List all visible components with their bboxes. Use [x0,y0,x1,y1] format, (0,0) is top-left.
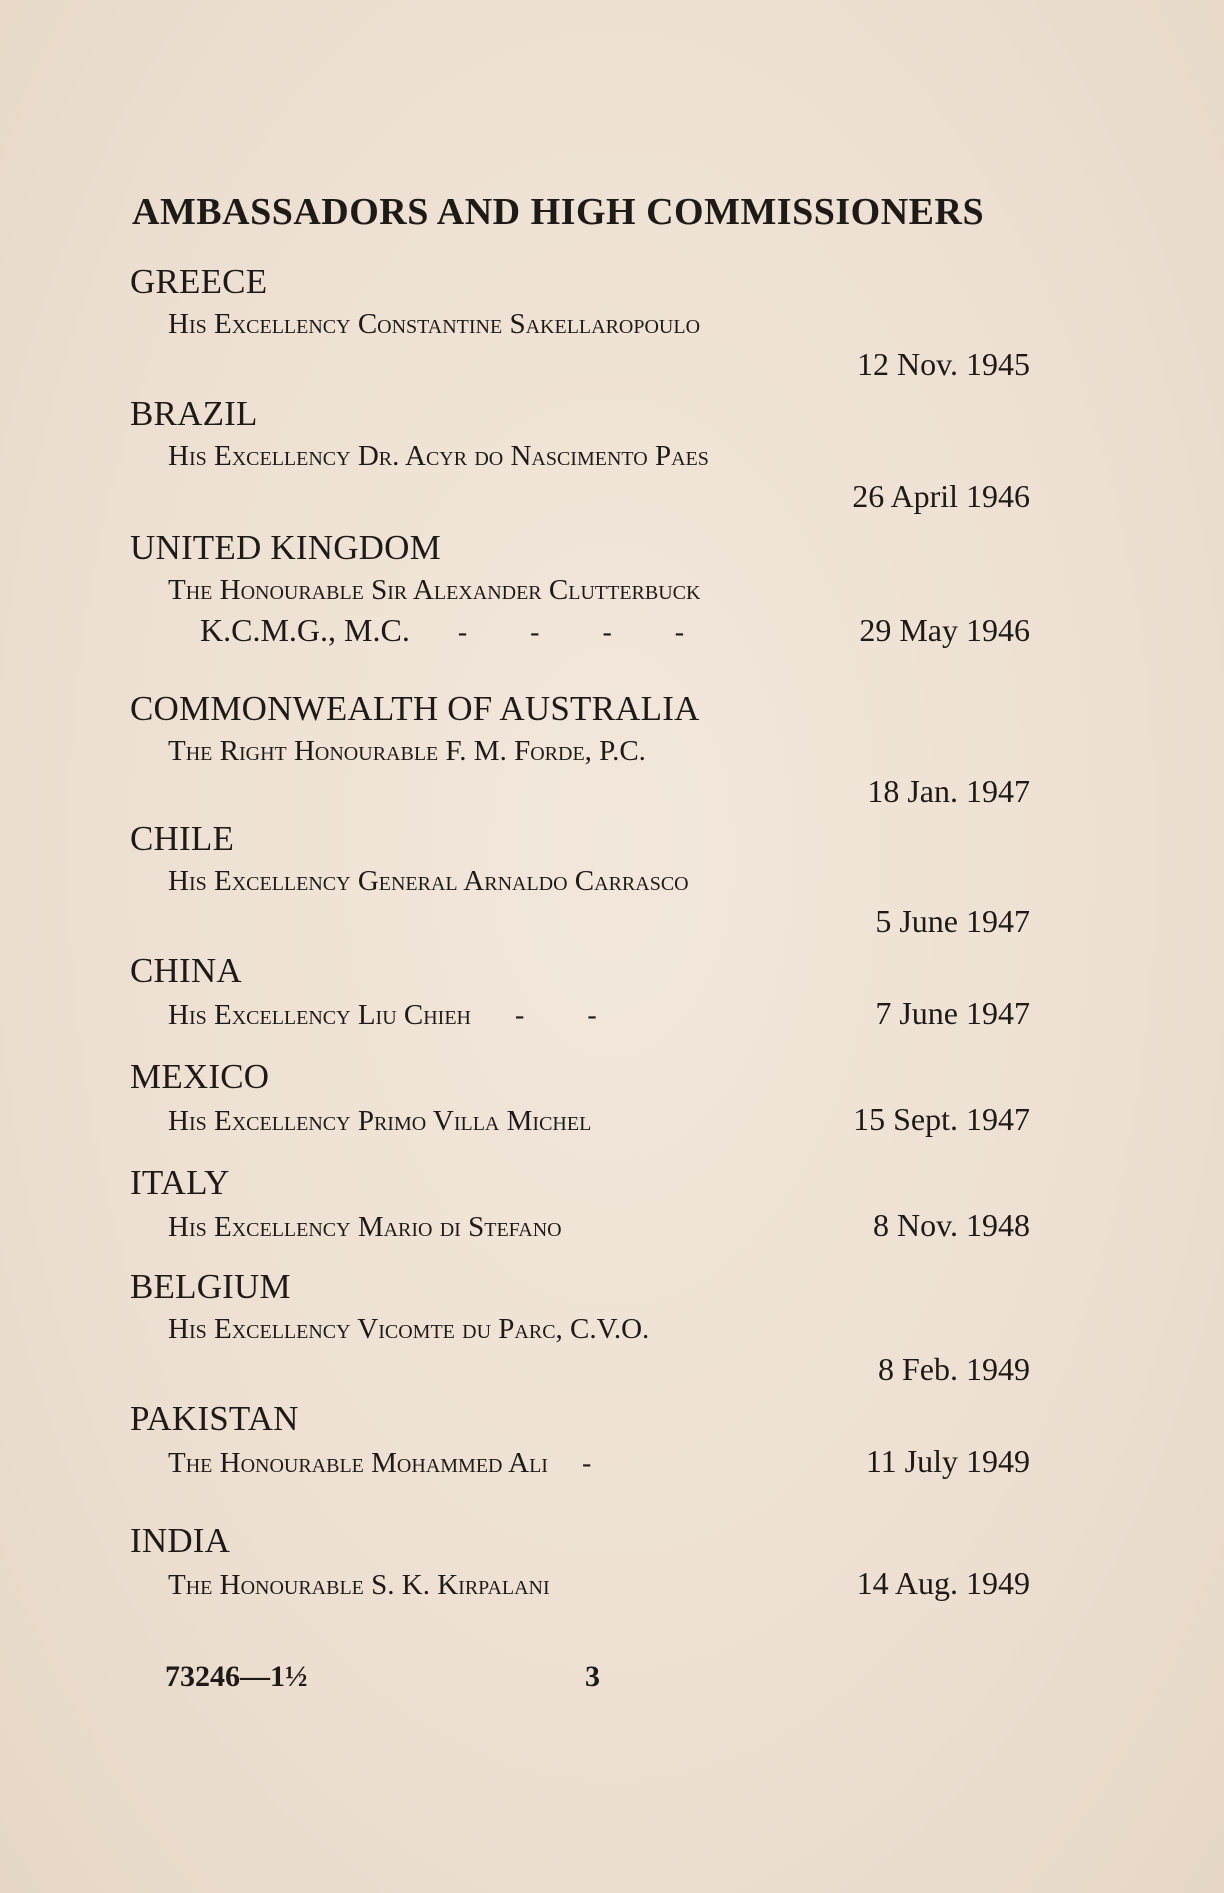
country-name: INDIA [130,1521,231,1560]
holder-line2-row [200,610,1030,653]
appointment-date: 18 Jan. 1947 [867,773,1030,809]
page-title: AMBASSADORS AND HIGH COMMISSIONERS [132,191,985,233]
page-number: 3 [585,1660,600,1693]
appointment-date: 7 June 1947 [875,995,1030,1031]
country-name: BELGIUM [130,1267,291,1306]
appointment-date: 29 May 1946 [859,612,1030,648]
holder-name: The Right Honourable F. M. Forde, P.C. [168,735,646,767]
list-item [130,1055,1030,1141]
country-name: GREECE [130,262,268,301]
holder-row [168,1099,1030,1141]
holder-name: His Excellency Dr. Acyr do Nascimento Paes [168,440,709,472]
appointment-date: 8 Feb. 1949 [878,1351,1030,1387]
list-item [130,392,1030,516]
list-item [130,687,1030,811]
list-item [130,1265,1030,1389]
holder-row [168,1441,1030,1483]
holder-row [168,1205,1030,1247]
appointment-date: 11 July 1949 [865,1443,1030,1479]
appointment-date: 5 June 1947 [875,903,1030,939]
list-item [130,1519,1030,1605]
print-code: 73246—1½ [165,1660,308,1693]
holder-name: The Honourable S. K. Kirpalani [168,1569,550,1601]
holder-name: His Excellency Primo Villa Michel [168,1105,592,1137]
country-name: MEXICO [130,1057,270,1096]
appointment-date: 14 Aug. 1949 [856,1565,1030,1601]
country-name: COMMONWEALTH OF AUSTRALIA [130,689,700,728]
holder-name: His Excellency Liu Chieh [168,999,471,1031]
list-item [130,260,1030,384]
country-name: CHILE [130,819,235,858]
country-name: BRAZIL [130,394,258,433]
appointment-date: 26 April 1946 [852,478,1030,514]
holder-name: His Excellency General Arnaldo Carrasco [168,865,689,897]
holder-name: His Excellency Mario di Stefano [168,1211,562,1243]
country-name: ITALY [130,1163,230,1202]
country-name: CHINA [130,951,242,990]
country-name: PAKISTAN [130,1399,299,1438]
list-item [130,526,1030,653]
appointment-date: 8 Nov. 1948 [872,1207,1030,1243]
appointment-date: 15 Sept. 1947 [853,1101,1030,1137]
holder-row [168,1563,1030,1605]
list-item [130,817,1030,941]
appointment-date: 12 Nov. 1945 [856,346,1030,382]
content [130,190,1030,1621]
leader-dashes: - [581,1448,620,1479]
holder-name: The Honourable Sir Alexander Clutterbuck [168,574,701,606]
leader-dashes: - - - - [457,617,713,648]
holder-name: His Excellency Constantine Sakellaropoulo [168,308,701,340]
holder-honours: K.C.M.G., M.C. - - - - [200,612,713,648]
list-item [130,949,1030,1035]
holder-name: The Honourable Mohammed Ali [168,1447,548,1479]
list-item [130,1161,1030,1247]
leader-dashes: - - [515,1000,625,1031]
holder-row [168,993,1030,1035]
holder-name: His Excellency Vicomte du Parc, C.V.O. [168,1313,650,1345]
country-name: UNITED KINGDOM [130,528,441,567]
page-footer [165,1660,600,1694]
list-item [130,1397,1030,1483]
